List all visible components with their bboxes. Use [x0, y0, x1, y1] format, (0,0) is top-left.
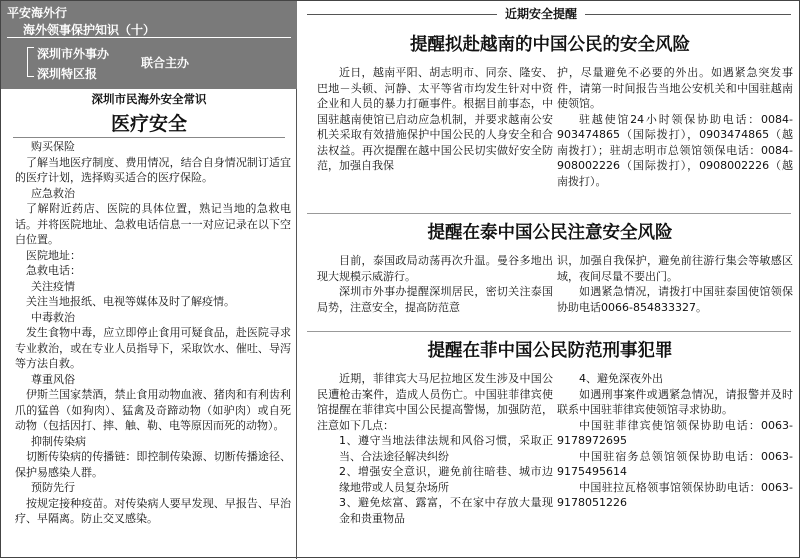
- guide-field-label: 急救电话：: [26, 264, 81, 277]
- header-divider: [7, 37, 291, 38]
- guide-paragraph: 伊斯兰国家禁酒，禁止食用动物血液、猪肉和有利齿利爪的猛兽（如狗肉）、猛禽及奇蹄动物（如驴肉）或自死动物（包括因打、摔、触、勒、电等原因而死的动物）。: [15, 388, 291, 432]
- guide-heading: 抑制传染病: [31, 434, 86, 448]
- article-paragraph: 如遇刑事案件或遇紧急情况，请报警并及时联系中国驻菲律宾使领馆寻求协助。: [557, 387, 793, 416]
- section-title: 近期安全提醒: [497, 5, 585, 22]
- guide-paragraph: 切断传染病的传播链：即控制传染源、切断传播途径、保护易感染人群。: [15, 450, 291, 479]
- left-column: [1, 1, 297, 559]
- section-header: [297, 1, 800, 27]
- article-thailand: [307, 219, 793, 329]
- guide-heading: 中毒救治: [31, 310, 75, 324]
- series-name: 平安海外行: [7, 6, 68, 20]
- guide-section: [1, 89, 297, 559]
- article-paragraph: 护，尽量避免不必要的外出。如遇紧急突发事件，请第一时间报告当地公安机关和中国驻越南使领馆。: [557, 66, 793, 110]
- article-title: 提醒拟赴越南的中国公民的安全风险: [410, 35, 690, 55]
- article-paragraph: 4、避免深夜外出: [579, 372, 663, 385]
- article-paragraph: 驻越使馆24小时领保协助电话：0084-903474865（国际拨打），0903474865（越南拨打）；驻胡志明市总领馆领保电话：0084-908002226（国际拨打），0908002226（越南拨打）。: [557, 112, 793, 188]
- article-col2: [557, 371, 793, 511]
- organizer-1: 深圳市外事办: [37, 47, 110, 61]
- guide-heading: 关注疫情: [31, 279, 75, 293]
- article-paragraph: 3、避免炫富、露富，不在家中存放大量现金和贵重物品: [339, 496, 553, 525]
- article-col2: [557, 65, 793, 189]
- article-divider: [307, 331, 791, 332]
- right-column: [297, 1, 800, 559]
- guide-heading: 尊重风俗: [31, 372, 75, 386]
- joint-host-label: 联合主办: [141, 56, 190, 70]
- column-header: [1, 1, 297, 89]
- article-col2: [557, 253, 793, 315]
- guide-paragraph: 关注当地报纸、电视等媒体及时了解疫情。: [26, 295, 235, 308]
- article-title: 提醒在菲中国公民防范刑事犯罪: [427, 341, 673, 361]
- article-paragraph: 中国驻宿务总领馆领保协助电话：0063-9175495614: [557, 449, 793, 478]
- guide-subtitle: 深圳市民海外安全常识: [91, 92, 207, 106]
- article-divider: [307, 213, 791, 214]
- guide-heading: 购买保险: [31, 140, 75, 153]
- article-col1: [317, 371, 553, 526]
- article-paragraph: 中国驻菲律宾使馆领保协助电话：0063-9178972695: [557, 418, 793, 447]
- article-paragraph: 目前，泰国政局动荡再次升温。曼谷多地出现大规模示威游行。: [317, 254, 553, 283]
- article-paragraph: 识，加强自我保护，避免前往游行集会等敏感区域，夜间尽量不要出门。: [557, 254, 793, 283]
- guide-paragraph: 了解当地医疗制度、费用情况，结合自身情况制订适宜的医疗计划，选择购买适合的医疗保险。: [15, 155, 291, 184]
- article-vietnam: [307, 31, 793, 211]
- guide-paragraph: 发生食物中毒，应立即停止食用可疑食品，赴医院寻求专业救治，或在专业人员指导下，采取饮水、催吐、导泻等方法自救。: [15, 326, 291, 370]
- organizer-2: 深圳特区报: [37, 67, 98, 81]
- article-paragraph: 深圳市外事办提醒深圳居民，密切关注泰国局势，注意安全，提高防范意: [317, 285, 553, 314]
- column-name: 海外领事保护知识（十）: [23, 23, 156, 37]
- article-paragraph: 如遇紧急情况，请拨打中国驻泰国使馆领保协助电话0066-854833327。: [557, 285, 793, 314]
- guide-divider: [13, 137, 285, 138]
- guide-paragraph: 了解附近药店、医院的具体位置，熟记当地的急救电话。并将医院地址、急救电话信息一一对应记录在以下空白位置。: [15, 202, 291, 246]
- article-col1: [317, 253, 553, 315]
- guide-heading: 应急救治: [31, 186, 75, 200]
- guide-body: [15, 139, 291, 527]
- article-paragraph: 近日，越南平阳、胡志明市、同奈、隆安、巴地－头顿、河静、太平等省市均发生针对中资企业和人员的暴力打砸事件。根据目前事态，中国驻越南使馆已启动应急机制，并要求越南公安机关采取有效措施保护中国公民的人身安全和合法权益。再次提醒在越中国公民切实做好安全防范，加强自我保: [317, 66, 553, 172]
- organizer-brace: [27, 47, 34, 77]
- guide-title: 医疗安全: [110, 113, 187, 135]
- article-paragraph: 近期，菲律宾大马尼拉地区发生涉及中国公民遭枪击案件，造成人员伤亡。中国驻菲律宾使馆提醒在菲律宾中国公民提高警惕，加强防范，注意如下几点：: [317, 372, 553, 432]
- guide-heading: 预防先行: [31, 481, 75, 494]
- article-paragraph: 中国驻拉瓦格领事馆领保协助电话：0063-9178051226: [557, 480, 793, 509]
- guide-field-label: 医院地址：: [26, 248, 81, 262]
- article-title: 提醒在泰中国公民注意安全风险: [427, 223, 673, 243]
- article-col1: [317, 65, 553, 174]
- article-paragraph: 2、增强安全意识，避免前往暗巷、城市边缘地带或人员复杂场所: [339, 465, 553, 494]
- guide-paragraph: 按规定接种疫苗。对传染病人要早发现、早报告、早治疗、早隔离。防止交叉感染。: [15, 496, 291, 525]
- article-philippines: [307, 337, 793, 557]
- article-paragraph: 1、遵守当地法律法规和风俗习惯，采取正当、合法途径解决纠纷: [339, 434, 553, 463]
